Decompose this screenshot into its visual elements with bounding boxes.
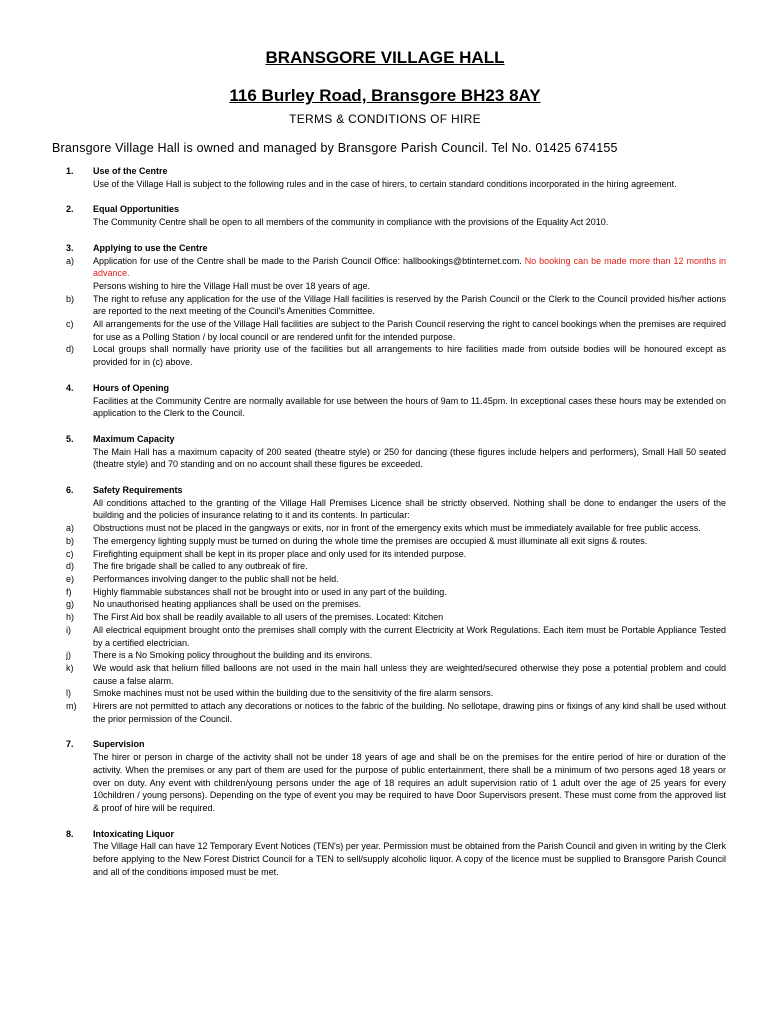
- section: [66, 203, 726, 228]
- clause-body: The fire brigade shall be called to any outbreak of fire.: [93, 561, 308, 572]
- section-heading: [66, 828, 726, 841]
- clause-row: [66, 395, 726, 420]
- clause-text: [93, 548, 726, 561]
- section-number: 2.: [66, 204, 74, 215]
- clause-row: [66, 522, 726, 535]
- clause-row: [66, 343, 726, 368]
- section-title: Supervision: [93, 739, 145, 750]
- clause-label: c): [66, 319, 74, 330]
- clause-text: [93, 560, 726, 573]
- clause-label: b): [66, 293, 75, 304]
- clause-row: [66, 649, 726, 662]
- clause-label: [66, 280, 93, 293]
- section-number: 8.: [66, 828, 74, 839]
- clause-text: [93, 751, 726, 815]
- clause-body: Use of the Village Hall is subject to the following rules and in the case of hirers, to certain standard conditions incorporated in the hiring agreement.: [93, 178, 677, 189]
- clause-row: [66, 293, 726, 318]
- section-title: Applying to use the Centre: [93, 242, 208, 253]
- section-title: Hours of Opening: [93, 382, 169, 393]
- section-number: 3.: [66, 242, 74, 253]
- clause-text: [93, 280, 726, 293]
- section-heading: [66, 242, 726, 255]
- clause-label: [66, 446, 93, 471]
- clause-row: [66, 662, 726, 687]
- section-number: 5.: [66, 433, 74, 444]
- clause-body: Application for use of the Centre shall be made to the Parish Council Office: hallbookings@btinternet.com.: [93, 255, 522, 266]
- clause-body: The Main Hall has a maximum capacity of 200 seated (theatre style) or 250 for dancing (these figures include helpers and performers), Small Hall 50 seated (theatre style) and 70 standing and on no account shall these figures be exceeded.: [93, 446, 726, 470]
- clause-body: Obstructions must not be placed in the gangways or exits, nor in front of the emergency exits which must be immediately available for free public access.: [93, 523, 701, 534]
- clause-text: [93, 700, 726, 725]
- clause-text: [93, 178, 726, 191]
- section-title: Safety Requirements: [93, 485, 183, 496]
- clause-text: [93, 598, 726, 611]
- section: [66, 433, 726, 471]
- clause-label: d): [66, 344, 75, 355]
- clause-row: [66, 535, 726, 548]
- clause-body: There is a No Smoking policy throughout the building and its environs.: [93, 650, 373, 661]
- clause-body: Facilities at the Community Centre are normally available for use between the hours of 9am to 11.45pm. In exceptional cases these hours may be extended on application to the Clerk to the Council.: [93, 395, 726, 419]
- section-heading: [66, 484, 726, 497]
- clause-row: [66, 700, 726, 725]
- clause-body: The First Aid box shall be readily available to all users of the premises. Located: Kitchen: [93, 612, 444, 623]
- clause-text: [93, 649, 726, 662]
- clause-row: [66, 586, 726, 599]
- section-title: Use of the Centre: [93, 166, 168, 176]
- section-number: 1.: [66, 166, 74, 176]
- clause-label: l): [66, 688, 71, 699]
- clause-label: f): [66, 586, 72, 597]
- clause-label: e): [66, 573, 75, 584]
- clause-label: j): [66, 650, 71, 661]
- clause-label: d): [66, 561, 75, 572]
- clause-row: [66, 560, 726, 573]
- clause-label: [66, 751, 93, 815]
- clause-row: [66, 178, 726, 191]
- clause-body: Firefighting equipment shall be kept in its proper place and only used for its intended purpose.: [93, 548, 467, 559]
- clause-row: [66, 318, 726, 343]
- section: [66, 484, 726, 725]
- section-heading: [66, 738, 726, 751]
- document-title: BRANSGORE VILLAGE HALL: [265, 48, 505, 67]
- clause-text: [93, 343, 726, 368]
- clause-text: [93, 395, 726, 420]
- clause-body: All conditions attached to the granting of the Village Hall Premises Licence shall be strictly observed. Nothing shall be done to endanger the users of the building and the policies of insurance relating to it and its contents. In particular:: [93, 497, 726, 521]
- clause-text: [93, 535, 726, 548]
- clause-body: Highly flammable substances shall not be brought into or used in any part of the building.: [93, 586, 447, 597]
- section: [66, 828, 726, 879]
- clause-label: [66, 395, 93, 420]
- clause-label: i): [66, 624, 71, 635]
- clause-row: [66, 255, 726, 280]
- clause-row: [66, 611, 726, 624]
- clause-text: [93, 497, 726, 522]
- section-heading: [66, 433, 726, 446]
- clause-body: All arrangements for the use of the Village Hall facilities are subject to the Parish Council reserving the right to cancel bookings when the premises are required for use as a Polling Station / by local council or are rendered unfit for the intended purpose.: [93, 319, 726, 342]
- clause-text: [93, 293, 726, 318]
- clause-label: [66, 497, 93, 522]
- clause-label: g): [66, 599, 75, 610]
- clause-text: [93, 522, 726, 535]
- clause-body: We would ask that helium filled balloons are not used in the main hall unless they are weighted/secured otherwise they pose a potential problem and could cause a false alarm.: [93, 662, 726, 686]
- clause-row: [66, 216, 726, 229]
- clause-text: [93, 255, 726, 280]
- clause-body: The right to refuse any application for the use of the Village Hall facilities is reserved by the Parish Council or the Clerk to the Council provided his/her actions are reported to the next meeting of the Council's Amenities Committee.: [93, 293, 726, 317]
- clause-body: Local groups shall normally have priority use of the facilities but all arrangements to hire facilities made from outside bodies will be honoured except as provided for in (c) above.: [93, 344, 726, 368]
- clause-text: [93, 446, 726, 471]
- clause-label: [66, 840, 93, 878]
- terms-list: [66, 165, 726, 891]
- clause-text: [93, 611, 726, 624]
- intro-statement: Bransgore Village Hall is owned and managed by Bransgore Parish Council. Tel No. 01425 674155: [52, 141, 618, 155]
- section: [66, 382, 726, 420]
- clause-label: [66, 216, 93, 229]
- clause-row: [66, 624, 726, 649]
- clause-label: h): [66, 612, 75, 623]
- clause-row: [66, 840, 726, 878]
- clause-text: [93, 216, 726, 229]
- section: [66, 242, 726, 369]
- clause-body: The Community Centre shall be open to all members of the community in compliance with the provisions of the Equality Act 2010.: [93, 217, 609, 228]
- clause-body: Smoke machines must not be used within the building due to the sensitivity of the fire alarm sensors.: [93, 688, 494, 699]
- clause-body: The emergency lighting supply must be turned on during the whole time the premises are occupied & must illuminate all exit signs & routes.: [93, 535, 648, 546]
- clause-label: a): [66, 255, 75, 266]
- clause-label: k): [66, 662, 74, 673]
- clause-row: [66, 573, 726, 586]
- clause-text: [93, 318, 726, 343]
- hall-address: 116 Burley Road, Bransgore BH23 8AY: [229, 86, 541, 105]
- section-title: Equal Opportunities: [93, 204, 180, 215]
- clause-body: All electrical equipment brought onto the premises shall comply with the current Electricity at Work Regulations. Each item must be Portable Appliance Tested by a certified electrician.: [93, 624, 726, 648]
- clause-text: [93, 662, 726, 687]
- clause-label: b): [66, 535, 75, 546]
- clause-body: Hirers are not permitted to attach any decorations or notices to the fabric of the building. No sellotape, drawing pins or fixings of any kind shall be used without the prior permission of the Council.: [93, 701, 726, 724]
- clause-text: [93, 840, 726, 878]
- clause-text: [93, 586, 726, 599]
- section-number: 6.: [66, 485, 74, 496]
- clause-body: The hirer or person in charge of the activity shall not be under 18 years of age and shall be on the premises for the entire period of hire or duration of the activity. When the premises or any part of them are used for the purpose of public entertainment, there shall be a minimum of two persons aged 18 years or over on duty. Any event with children/young persons under the age of 18 requires an adult supervision ratio of 1 adult over the age of 25 years for every 10children / young persons). Depending on the type of event you may be required to have Door Supervisors present. These must come from the approved list & proof of hire will be required.: [93, 752, 726, 813]
- clause-text: [93, 687, 726, 700]
- section: [66, 165, 726, 190]
- clause-body: Performances involving danger to the public shall not be held.: [93, 573, 339, 584]
- section: [66, 738, 726, 814]
- section-heading: [66, 165, 726, 178]
- clause-text: [93, 573, 726, 586]
- clause-row: [66, 598, 726, 611]
- clause-row: [66, 280, 726, 293]
- clause-label: m): [66, 701, 77, 712]
- clause-body: No unauthorised heating appliances shall be used on the premises.: [93, 599, 362, 610]
- clause-body: Persons wishing to hire the Village Hall must be over 18 years of age.: [93, 280, 370, 291]
- clause-row: [66, 548, 726, 561]
- clause-text: [93, 624, 726, 649]
- section-number: 7.: [66, 739, 74, 750]
- clause-label: c): [66, 548, 74, 559]
- clause-body: The Village Hall can have 12 Temporary Event Notices (TEN's) per year. Permission must be obtained from the Parish Council and given in writing by the Clerk before applying to the New Forest District Council for a TEN to sell/supply alcoholic liquor. A copy of the licence must be supplied to Bransgore Parish Council and all of the conditions imposed must be met.: [93, 841, 726, 877]
- clause-row: [66, 497, 726, 522]
- document-subtitle: TERMS & CONDITIONS OF HIRE: [289, 112, 481, 126]
- clause-row: [66, 687, 726, 700]
- section-title: Intoxicating Liquor: [93, 828, 174, 839]
- clause-label: a): [66, 523, 75, 534]
- section-title: Maximum Capacity: [93, 433, 175, 444]
- clause-row: [66, 751, 726, 815]
- section-number: 4.: [66, 382, 74, 393]
- section-heading: [66, 382, 726, 395]
- booking-notice: No booking can be made more than 12 months in advance.: [93, 255, 726, 279]
- clause-label: [66, 178, 93, 191]
- section-heading: [66, 203, 726, 216]
- clause-row: [66, 446, 726, 471]
